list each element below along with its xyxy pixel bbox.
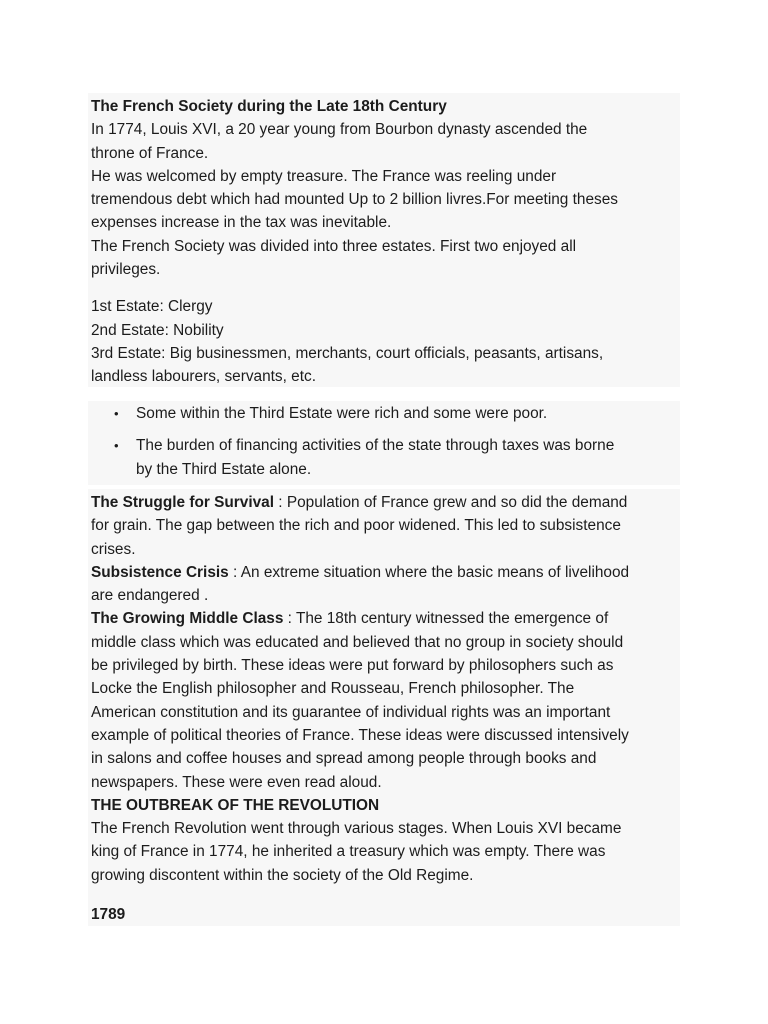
struggle-text: : Population of France grew and so did the demand: [274, 494, 628, 511]
outbreak-line: The French Revolution went through various stages. When Louis XVI became: [91, 820, 622, 838]
estate-line: 2nd Estate: Nobility: [91, 321, 224, 339]
intro-line: tremendous debt which had mounted Up to 2 billion livres.For meeting theses: [91, 191, 618, 209]
struggle-paragraph-first-line: [91, 491, 677, 514]
middle-class-line: in salons and coffee houses and spread among people through books and: [91, 750, 597, 768]
subsistence-heading: Subsistence Crisis: [91, 563, 229, 581]
year-heading: 1789: [91, 906, 126, 924]
intro-section: [88, 93, 680, 387]
intro-line: expenses increase in the tax was inevitable.: [91, 214, 392, 232]
struggle-heading: The Struggle for Survival: [91, 494, 275, 511]
paragraph-gap: [91, 281, 677, 295]
estate-line: landless labourers, servants, etc.: [91, 368, 316, 386]
middle-class-line: middle class which was educated and believed that no group in society should: [91, 633, 624, 651]
bullet-section: [88, 401, 680, 485]
bullet-item: [91, 434, 677, 481]
struggle-line: crises.: [91, 540, 136, 558]
bullet-icon: •: [114, 406, 119, 421]
bullet-text: Some within the Third Estate were rich and some were poor.: [136, 405, 548, 422]
intro-line: throne of France.: [91, 144, 209, 162]
intro-line: privileges.: [91, 261, 161, 279]
middle-class-line: be privileged by birth. These ideas were put forward by philosophers such as: [91, 657, 614, 675]
subsistence-line: are endangered .: [91, 587, 209, 605]
estate-line: 3rd Estate: Big businessmen, merchants, court officials, peasants, artisans,: [91, 344, 604, 362]
bullet-list: [91, 402, 677, 481]
body-section: [88, 489, 680, 926]
subsistence-paragraph-first-line: [91, 561, 677, 584]
struggle-line: for grain. The gap between the rich and poor widened. This led to subsistence: [91, 517, 621, 535]
paragraph-gap: [91, 887, 677, 903]
bullet-text: by the Third Estate alone.: [136, 460, 312, 478]
estate-line: 1st Estate: Clergy: [91, 298, 213, 316]
bullet-icon: •: [114, 438, 119, 454]
document-title: The French Society during the Late 18th Century: [91, 98, 447, 115]
middle-class-line: Locke the English philosopher and Rousseau, French philosopher. The: [91, 680, 575, 698]
subsistence-text: : An extreme situation where the basic means of livelihood: [228, 563, 630, 581]
middle-class-paragraph-first-line: [91, 607, 677, 630]
bullet-item: [91, 402, 677, 425]
intro-line: In 1774, Louis XVI, a 20 year young from Bourbon dynasty ascended the: [91, 121, 588, 139]
outbreak-heading: THE OUTBREAK OF THE REVOLUTION: [91, 796, 380, 814]
intro-line: The French Society was divided into three estates. First two enjoyed all: [91, 237, 577, 255]
bullet-text: The burden of financing activities of the state through taxes was borne: [136, 437, 615, 455]
outbreak-line: growing discontent within the society of the Old Regime.: [91, 866, 474, 884]
middle-class-line: newspapers. These were even read aloud.: [91, 773, 382, 791]
outbreak-line: king of France in 1774, he inherited a treasury which was empty. There was: [91, 843, 606, 861]
middle-class-line: American constitution and its guarantee of individual rights was an important: [91, 703, 611, 721]
middle-class-line: example of political theories of France. These ideas were discussed intensively: [91, 726, 629, 744]
middle-class-text: : The 18th century witnessed the emergence of: [283, 610, 609, 628]
intro-line: He was welcomed by empty treasure. The France was reeling under: [91, 167, 557, 185]
middle-class-heading: The Growing Middle Class: [91, 610, 284, 628]
